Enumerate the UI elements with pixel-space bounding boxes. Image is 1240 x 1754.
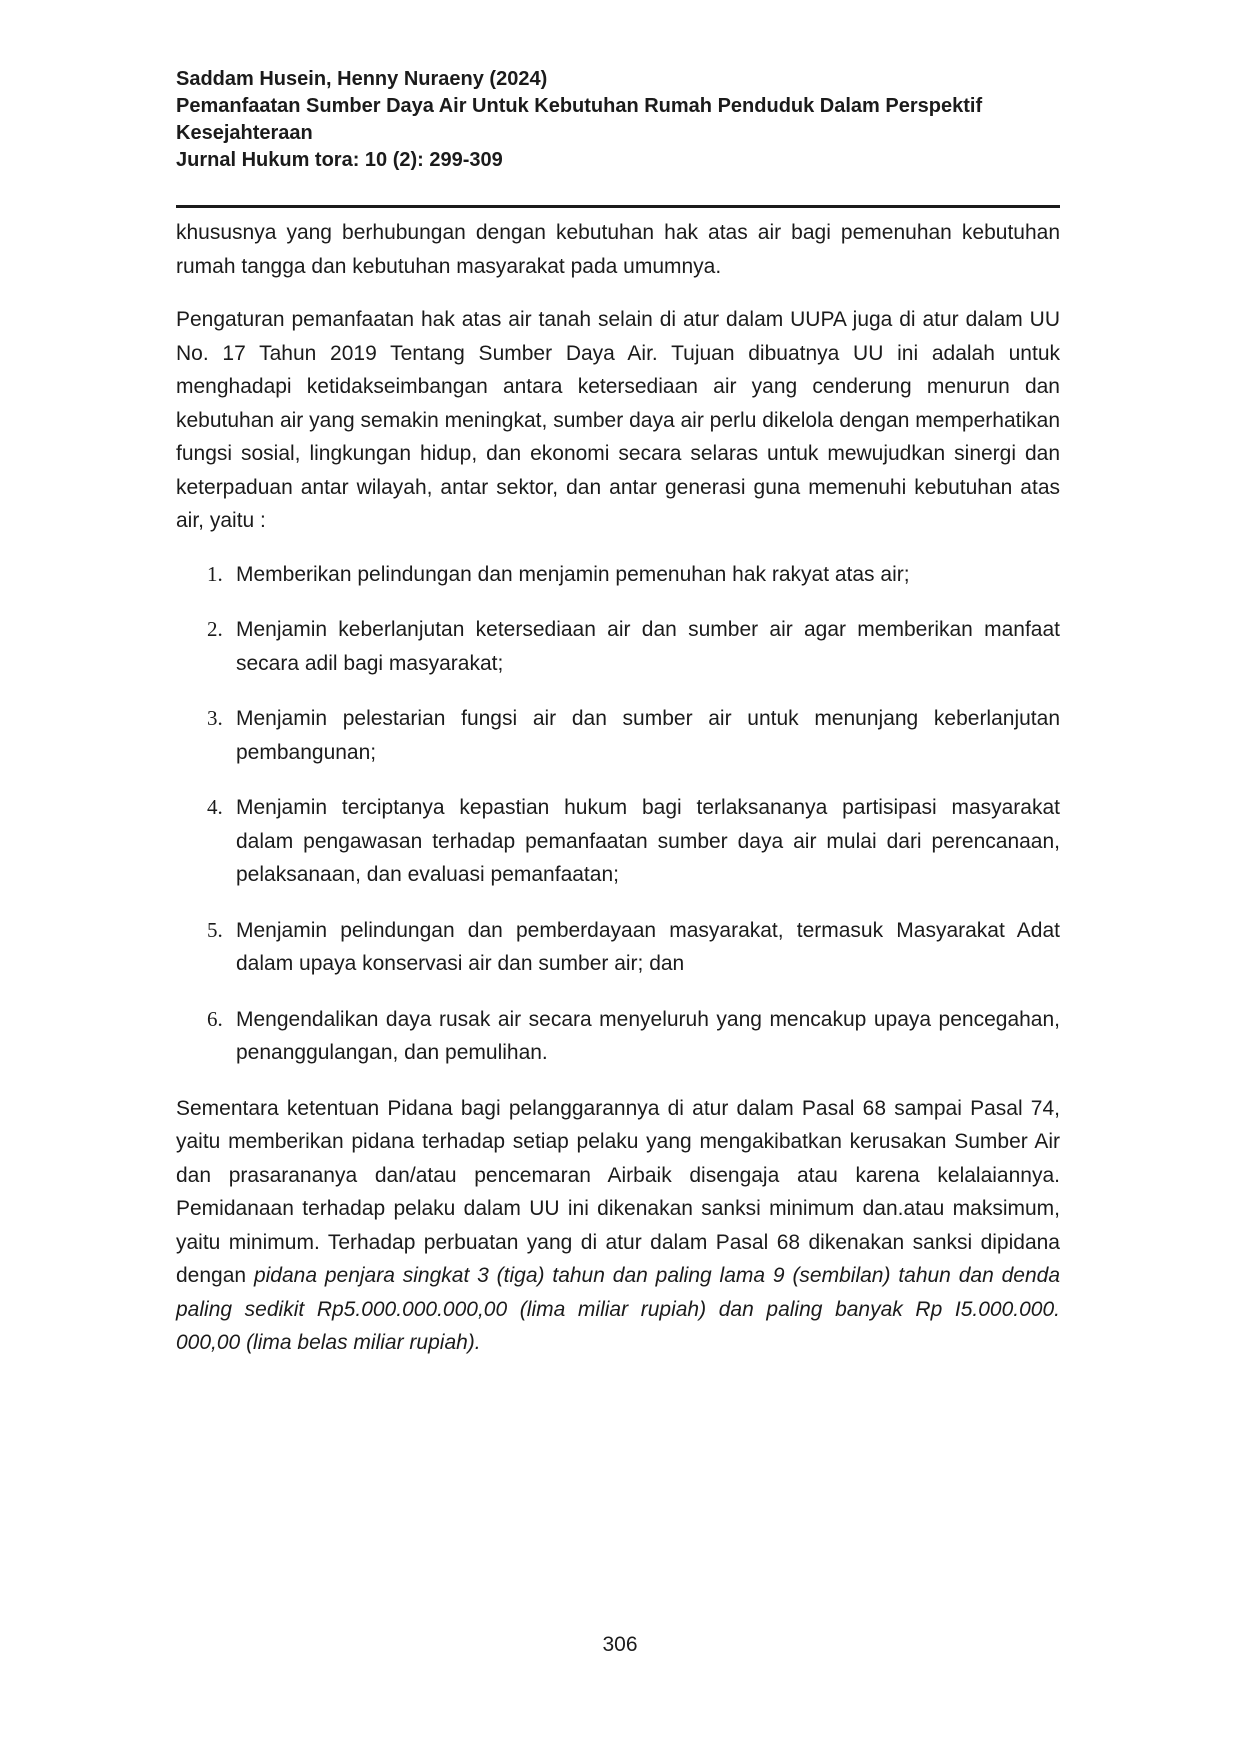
list-item bbox=[207, 558, 1060, 592]
paragraph-3-normal: Sementara ketentuan Pidana bagi pelanggarannya di atur dalam Pasal 68 sampai Pasal 74, yaitu memberikan pidana terhadap setiap pelaku yang mengakibatkan kerusakan Sumber Air dan prasarananya dan/atau pencemaran Airbaik disengaja atau karena kelalaiannya. Pemidanaan terhadap pelaku dalam UU ini dikenakan sanksi minimum dan.atau maksimum, yaitu minimum. Terhadap perbuatan yang di atur dalam Pasal 68 dikenakan sanksi dipidana dengan bbox=[176, 1096, 1060, 1287]
list-item bbox=[207, 613, 1060, 680]
list-item bbox=[207, 914, 1060, 981]
paragraph-3-italic: pidana penjara singkat 3 (tiga) tahun dan paling lama 9 (sembilan) tahun dan denda paling sedikit Rp5.000.000.000,00 (lima miliar rupiah) dan paling banyak Rp I5.000.000. 000,00 (lima belas miliar rupiah). bbox=[176, 1264, 1060, 1354]
list-item-number: 2. bbox=[207, 617, 223, 641]
paragraph-2: Pengaturan pemanfaatan hak atas air tanah selain di atur dalam UUPA juga di atur dalam UU No. 17 Tahun 2019 Tentang Sumber Daya Air. Tujuan dibuatnya UU ini adalah untuk menghadapi ketidakseimbangan antara ketersediaan air yang cenderung menurun dan kebutuhan air yang semakin meningkat, sumber daya air perlu dikelola dengan memperhatikan fungsi sosial, lingkungan hidup, dan ekonomi secara selaras untuk mewujudkan sinergi dan keterpaduan antar wilayah, antar sektor, dan antar generasi guna memenuhi kebutuhan atas air, yaitu : bbox=[176, 308, 1060, 532]
header-divider bbox=[176, 205, 1060, 208]
numbered-list bbox=[207, 558, 1060, 1070]
list-item-text: Memberikan pelindungan dan menjamin pemenuhan hak rakyat atas air; bbox=[236, 562, 910, 586]
header-journal: Jurnal Hukum tora: 10 (2): 299-309 bbox=[176, 149, 503, 171]
page-content bbox=[176, 66, 1060, 1380]
list-item-text: Menjamin pelestarian fungsi air dan sumber air untuk menunjang keberlanjutan pembangunan; bbox=[236, 707, 1060, 764]
paragraph-3 bbox=[176, 1092, 1060, 1360]
list-item-number: 1. bbox=[207, 561, 223, 586]
list-item bbox=[207, 1003, 1060, 1070]
header-authors: Saddam Husein, Henny Nuraeny (2024) bbox=[176, 68, 548, 90]
list-item-number: 4. bbox=[207, 795, 223, 819]
header-title: Pemanfaatan Sumber Daya Air Untuk Kebutuhan Rumah Penduduk Dalam Perspektif Kesejahteraan bbox=[176, 95, 983, 144]
list-item bbox=[207, 702, 1060, 769]
list-item-text: Menjamin pelindungan dan pemberdayaan masyarakat, termasuk Masyarakat Adat dalam upaya konservasi air dan sumber air; dan bbox=[236, 918, 1060, 975]
paragraph-1: khususnya yang berhubungan dengan kebutuhan hak atas air bagi pemenuhan kebutuhan rumah tangga dan kebutuhan masyarakat pada umumnya. bbox=[176, 221, 1060, 278]
list-item-text: Mengendalikan daya rusak air secara menyeluruh yang mencakup upaya pencegahan, penanggulangan, dan pemulihan. bbox=[236, 1007, 1060, 1064]
running-header bbox=[176, 66, 1060, 174]
list-item bbox=[207, 791, 1060, 892]
list-item-number: 3. bbox=[207, 706, 223, 730]
list-item-text: Menjamin keberlanjutan ketersediaan air dan sumber air agar memberikan manfaat secara adil bagi masyarakat; bbox=[236, 618, 1060, 675]
list-item-number: 5. bbox=[207, 917, 223, 942]
list-item-number: 6. bbox=[207, 1006, 223, 1031]
page-number: 306 bbox=[602, 1633, 638, 1656]
list-item-text: Menjamin terciptanya kepastian hukum bagi terlaksananya partisipasi masyarakat dalam pengawasan terhadap pemanfaatan sumber daya air mulai dari perencanaan, pelaksanaan, dan evaluasi pemanfaatan; bbox=[236, 796, 1060, 886]
